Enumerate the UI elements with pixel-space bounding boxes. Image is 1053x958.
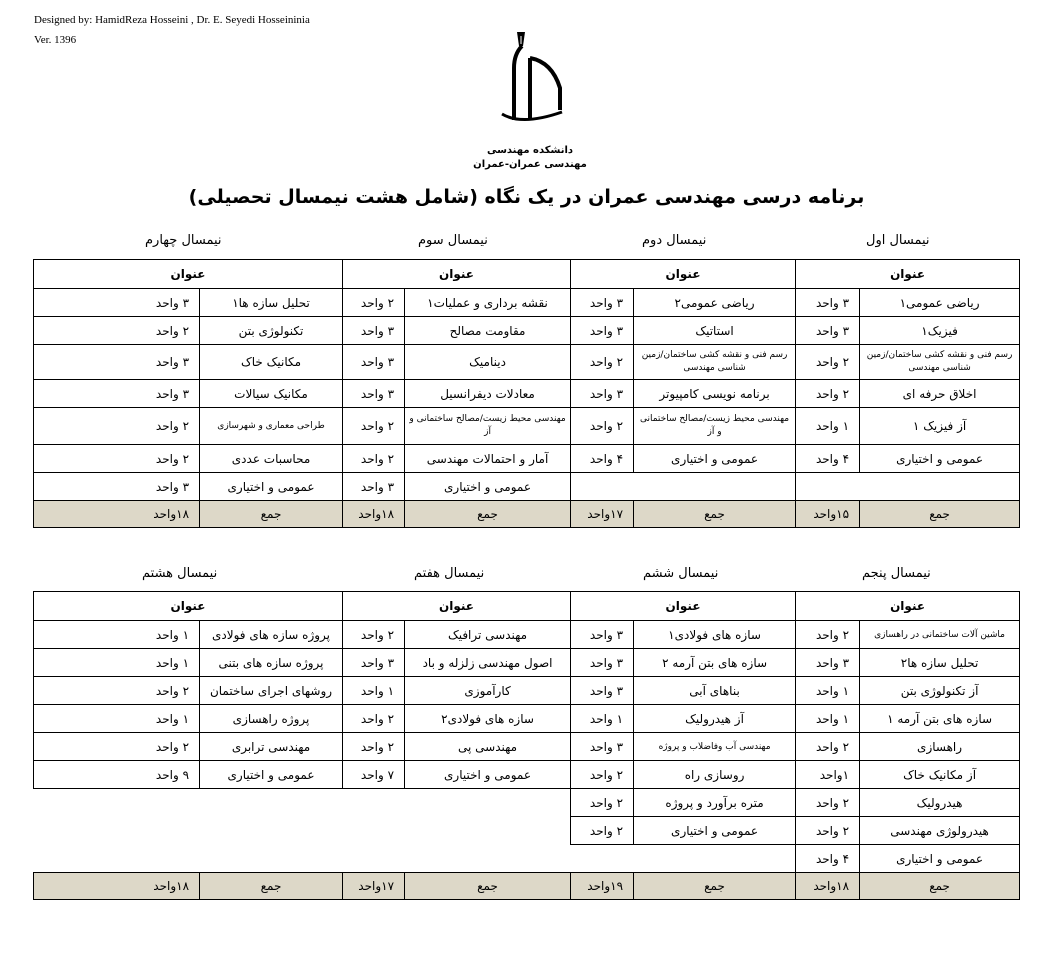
- course-units: ۲ واحد: [796, 817, 860, 845]
- semester-1-label: نیمسال اول: [866, 233, 930, 248]
- course-title: سازه های بتن آرمه ۱: [860, 705, 1020, 733]
- course-title: راهسازی: [860, 733, 1020, 761]
- empty-cell: [34, 817, 571, 845]
- course-units: ۲ واحد: [343, 621, 405, 649]
- course-units: ۳ واحد: [343, 473, 405, 501]
- course-units: ۴ واحد: [796, 845, 860, 873]
- total-label: جمع: [200, 873, 343, 900]
- course-units: ۳ واحد: [343, 317, 405, 345]
- course-title: تحلیل سازه ها۲: [860, 649, 1020, 677]
- course-title: بناهای آبی: [634, 677, 796, 705]
- s6-header: عنوان: [571, 592, 796, 621]
- course-title: دینامیک: [405, 345, 571, 380]
- course-units: ۳ واحد: [34, 289, 200, 317]
- course-units: ۲ واحد: [796, 345, 860, 380]
- course-title: آز مکانیک خاک: [860, 761, 1020, 789]
- course-title: سازه های فولادی۲: [405, 705, 571, 733]
- course-units: ۲ واحد: [34, 317, 200, 345]
- course-units: ۲ واحد: [571, 817, 634, 845]
- course-title: عمومی و اختیاری: [860, 445, 1020, 473]
- course-units: ۱ واحد: [34, 649, 200, 677]
- s3-header: عنوان: [343, 260, 571, 289]
- course-units: ۳ واحد: [571, 317, 634, 345]
- course-units: ۳ واحد: [34, 345, 200, 380]
- course-title: طراحی معماری و شهرسازی: [200, 408, 343, 445]
- page-title: برنامه درسی مهندسی عمران در یک نگاه (شامل هشت نیمسال تحصیلی): [188, 186, 865, 208]
- total-label: جمع: [405, 873, 571, 900]
- s6-total: ۱۹واحد: [571, 873, 634, 900]
- empty-cell: [571, 473, 796, 501]
- course-units: ۲ واحد: [343, 289, 405, 317]
- course-title: رسم فنی و نقشه کشی ساختمان/زمین شناسی مهندسی: [634, 345, 796, 380]
- course-units: ۳ واحد: [343, 649, 405, 677]
- course-title: روشهای اجرای ساختمان: [200, 677, 343, 705]
- course-title: متره برآورد و پروژه: [634, 789, 796, 817]
- university-logo: [482, 28, 578, 138]
- course-title: مهندسی آب وفاضلاب و پروژه: [634, 733, 796, 761]
- course-title: هیدرولیک: [860, 789, 1020, 817]
- course-units: ۹ واحد: [34, 761, 200, 789]
- course-title: مهندسی ترافیک: [405, 621, 571, 649]
- course-title: آز تکنولوژی بتن: [860, 677, 1020, 705]
- total-label: جمع: [405, 501, 571, 528]
- empty-cell: [34, 789, 571, 817]
- course-units: ۲ واحد: [343, 445, 405, 473]
- semester-2-label: نیمسال دوم: [642, 233, 707, 248]
- course-title: پروژه سازه های بتنی: [200, 649, 343, 677]
- course-units: ۳ واحد: [796, 289, 860, 317]
- course-title: فیزیک۱: [860, 317, 1020, 345]
- course-units: ۲ واحد: [796, 733, 860, 761]
- s4-total: ۱۸واحد: [34, 501, 200, 528]
- course-units: ۳ واحد: [34, 473, 200, 501]
- course-units: ۲ واحد: [34, 677, 200, 705]
- course-units: ۲ واحد: [571, 408, 634, 445]
- s5-total: ۱۸واحد: [796, 873, 860, 900]
- course-title: تکنولوژی بتن: [200, 317, 343, 345]
- course-title: مکانیک سیالات: [200, 380, 343, 408]
- course-units: ۲ واحد: [796, 380, 860, 408]
- course-units: ۲ واحد: [343, 705, 405, 733]
- semester-7-label: نیمسال هفتم: [414, 566, 485, 581]
- course-title: عمومی و اختیاری: [634, 445, 796, 473]
- course-title: عمومی و اختیاری: [405, 761, 571, 789]
- course-title: برنامه نویسی کامپیوتر: [634, 380, 796, 408]
- s4-header: عنوان: [34, 260, 343, 289]
- department-name: مهندسی عمران-عمران: [473, 159, 587, 170]
- course-units: ۲ واحد: [571, 789, 634, 817]
- course-units: ۳ واحد: [571, 649, 634, 677]
- course-units: ۳ واحد: [571, 289, 634, 317]
- empty-cell: [34, 845, 571, 873]
- course-units: ۲ واحد: [571, 345, 634, 380]
- course-units: ۱ واحد: [796, 408, 860, 445]
- course-title: مهندسی محیط زیست/مصالح ساختمانی و آز: [405, 408, 571, 445]
- course-units: ۲ واحد: [343, 733, 405, 761]
- course-title: عمومی و اختیاری: [634, 817, 796, 845]
- s8-header: عنوان: [34, 592, 343, 621]
- course-units: ۱ واحد: [343, 677, 405, 705]
- course-title: محاسبات عددی: [200, 445, 343, 473]
- course-units: ۲ واحد: [796, 621, 860, 649]
- course-units: ۲ واحد: [571, 761, 634, 789]
- course-units: ۳ واحد: [34, 380, 200, 408]
- course-title: ریاضی عمومی۲: [634, 289, 796, 317]
- course-title: ماشین آلات ساختمانی در راهسازی: [860, 621, 1020, 649]
- course-title: کارآموزی: [405, 677, 571, 705]
- empty-cell: [571, 845, 796, 873]
- empty-cell: [796, 473, 1020, 501]
- course-units: ۱ واحد: [34, 621, 200, 649]
- course-title: مکانیک خاک: [200, 345, 343, 380]
- s7-header: عنوان: [343, 592, 571, 621]
- course-title: سازه های بتن آرمه ۲: [634, 649, 796, 677]
- course-title: مهندسی ترابری: [200, 733, 343, 761]
- course-units: ۲ واحد: [34, 408, 200, 445]
- course-title: پروژه سازه های فولادی: [200, 621, 343, 649]
- course-units: ۳ واحد: [343, 345, 405, 380]
- faculty-name: دانشکده مهندسی: [486, 145, 574, 156]
- course-title: مقاومت مصالح: [405, 317, 571, 345]
- s2-header: عنوان: [571, 260, 796, 289]
- version-label: Ver. 1396: [34, 34, 77, 46]
- course-units: ۳ واحد: [571, 733, 634, 761]
- s8-total: ۱۸واحد: [34, 873, 200, 900]
- course-units: ۲ واحد: [343, 408, 405, 445]
- course-title: اصول مهندسی زلزله و باد: [405, 649, 571, 677]
- course-units: ۳ واحد: [796, 317, 860, 345]
- semester-6-label: نیمسال ششم: [643, 566, 719, 581]
- s5-header: عنوان: [796, 592, 1020, 621]
- course-units: ۱ واحد: [796, 677, 860, 705]
- course-title: پروژه راهسازی: [200, 705, 343, 733]
- course-title: عمومی و اختیاری: [405, 473, 571, 501]
- course-title: آز هیدرولیک: [634, 705, 796, 733]
- course-title: هیدرولوژی مهندسی: [860, 817, 1020, 845]
- faculty-caption: [470, 144, 590, 172]
- course-title: عمومی و اختیاری: [860, 845, 1020, 873]
- total-label: جمع: [860, 501, 1020, 528]
- curriculum-grid-top: [33, 259, 1020, 528]
- semester-4-label: نیمسال چهارم: [145, 233, 222, 248]
- s3-total: ۱۸واحد: [343, 501, 405, 528]
- course-units: ۳ واحد: [796, 649, 860, 677]
- s1-total: ۱۵واحد: [796, 501, 860, 528]
- course-title: ریاضی عمومی۱: [860, 289, 1020, 317]
- course-title: آمار و احتمالات مهندسی: [405, 445, 571, 473]
- semester-8-label: نیمسال هشتم: [142, 566, 218, 581]
- course-title: روسازی راه: [634, 761, 796, 789]
- s7-total: ۱۷واحد: [343, 873, 405, 900]
- course-title: نقشه برداری و عملیات۱: [405, 289, 571, 317]
- course-title: آز فیزیک ۱: [860, 408, 1020, 445]
- total-label: جمع: [634, 873, 796, 900]
- course-title: سازه های فولادی۱: [634, 621, 796, 649]
- curriculum-grid-bottom: [33, 591, 1020, 900]
- course-units: ۱ واحد: [34, 705, 200, 733]
- course-units: ۳ واحد: [343, 380, 405, 408]
- course-units: ۱واحد: [796, 761, 860, 789]
- s1-header: عنوان: [796, 260, 1020, 289]
- course-units: ۲ واحد: [34, 445, 200, 473]
- course-units: ۳ واحد: [571, 621, 634, 649]
- course-units: ۴ واحد: [796, 445, 860, 473]
- course-title: مهندسی پی: [405, 733, 571, 761]
- course-title: عمومی و اختیاری: [200, 473, 343, 501]
- semester-5-label: نیمسال پنجم: [862, 566, 931, 581]
- designer-credit: Designed by: HamidReza Hosseini , Dr. E. Seyedi Hosseininia: [34, 14, 310, 26]
- s2-total: ۱۷واحد: [571, 501, 634, 528]
- total-label: جمع: [200, 501, 343, 528]
- course-units: ۱ واحد: [796, 705, 860, 733]
- course-title: مهندسی محیط زیست/مصالح ساختمانی و آز: [634, 408, 796, 445]
- semester-3-label: نیمسال سوم: [418, 233, 488, 248]
- course-units: ۳ واحد: [571, 380, 634, 408]
- course-title: معادلات دیفرانسیل: [405, 380, 571, 408]
- course-units: ۴ واحد: [571, 445, 634, 473]
- total-label: جمع: [860, 873, 1020, 900]
- course-title: تحلیل سازه ها۱: [200, 289, 343, 317]
- course-units: ۲ واحد: [34, 733, 200, 761]
- course-title: رسم فنی و نقشه کشی ساختمان/زمین شناسی مهندسی: [860, 345, 1020, 380]
- course-title: استاتیک: [634, 317, 796, 345]
- course-units: ۱ واحد: [571, 705, 634, 733]
- course-title: اخلاق حرفه ای: [860, 380, 1020, 408]
- course-units: ۳ واحد: [571, 677, 634, 705]
- course-title: عمومی و اختیاری: [200, 761, 343, 789]
- course-units: ۷ واحد: [343, 761, 405, 789]
- course-units: ۲ واحد: [796, 789, 860, 817]
- total-label: جمع: [634, 501, 796, 528]
